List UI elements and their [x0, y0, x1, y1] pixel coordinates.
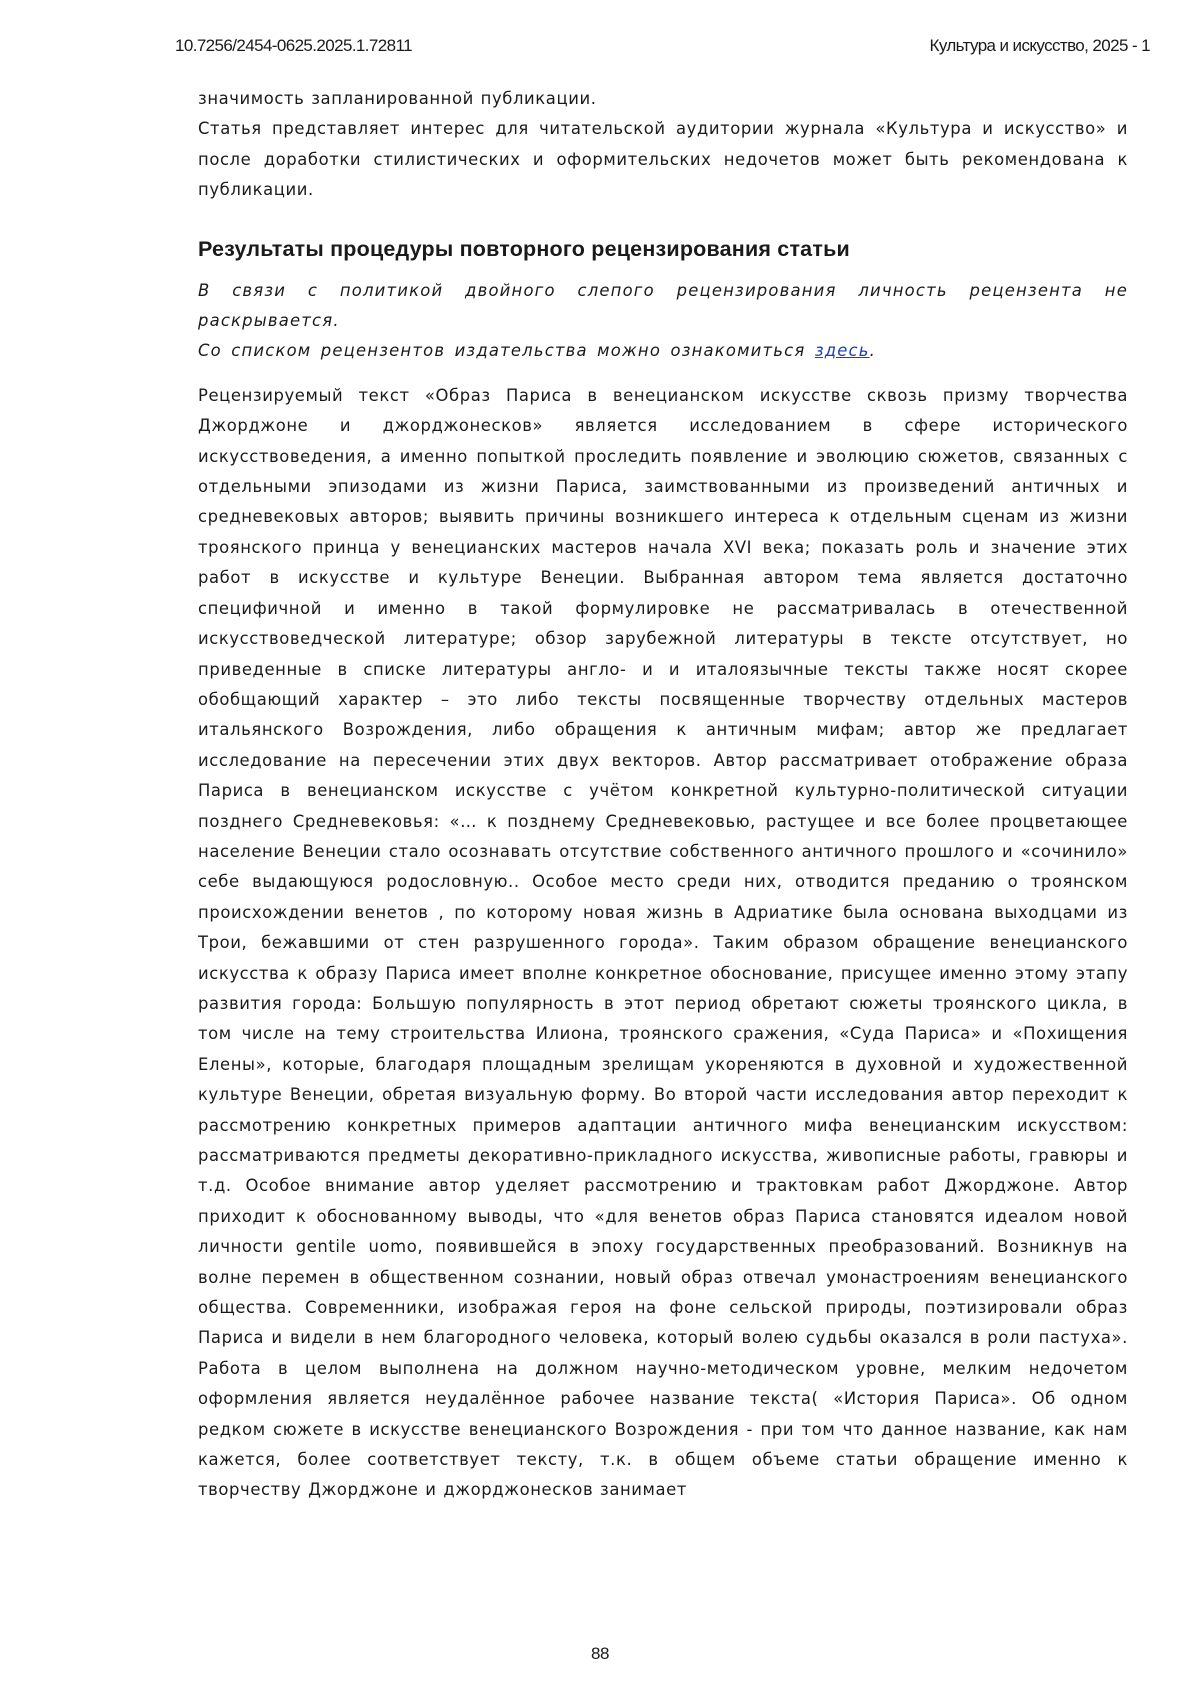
doi-label: 10.7256/2454-0625.2025.1.72811: [175, 36, 412, 55]
review-body: Рецензируемый текст «Образ Париса в венецианском искусстве сквозь призму творчества Джорджоне и джорджонесков» является исследованием в сфере исторического искусствоведения, а именно попыткой проследить появление и эволюцию сюжетов, связанных с отдельными эпизодами из жизни Париса, заимствованными из произведений античных и средневековых авторов; выявить причины возникшего интереса к отдельным сценам из жизни троянского принца у венецианских мастеров начала XVI века; показать роль и значение этих работ в искусстве и культуре Венеции. Выбранная автором тема является достаточно специфичной и именно в такой формулировке не рассматривалась в отечественной искусствоведческой литературе; обзор зарубежной литературы в тексте отсутствует, но приведенные в списке литературы англо- и и италоязычные тексты также носят скорее обобщающий характер – это либо тексты посвященные творчеству отдельных мастеров итальянского Возрождения, либо обращения к античным мифам; автор же предлагает исследование на пересечении этих двух векторов. Автор рассматривает отображение образа Париса в венецианском искусстве с учётом конкретной культурно-политической ситуации позднего Средневековья: «… к позднему Средневековью, растущее и все более процветающее население Венеции стало осознавать отсутствие собственного античного прошлого и «сочинило» себе выдающуюся родословную.. Особое место среди них, отводится преданию о троянском происхождении венетов , по которому новая жизнь в Адриатике была основана выходцами из Трои, бежавшими от стен разрушенного города». Таким образом обращение венецианского искусства к образу Париса имеет вполне конкретное обоснование, присущее именно этому этапу развития города: Большую популярность в этот период обретают сюжеты троянского цикла, в том числе на тему строительства Илиона, троянского сражения, «Суда Париса» и «Похищения Елены», которые, благодаря площадным зрелищам укореняются в духовной и художественной культуре Венеции, обретая визуальную форму. Во второй части исследования автор переходит к рассмотрению конкретных примеров адаптации античного мифа венецианским искусством: рассматриваются предметы декоративно-прикладного искусства, живописные работы, гравюры и т.д. Особое внимание автор уделяет рассмотрению и трактовкам работ Джорджоне. Автор приходит к обоснованному выводы, что «для венетов образ Париса становятся идеалом новой личности gentile uomo, появившейся в эпоху государственных преобразований. Возникнув на волне перемен в общественном сознании, новый образ отвечал умонастроениям венецианского общества. Современники, изображая героя на фоне сельской природы, поэтизировали образ Париса и видели в нем благородного человека, который волею судьбы оказался в роли пастуха». Работа в целом выполнена на должном научно-методическом уровне, мелким недочетом оформления является неудалённое рабочее название текста( «История Париса». Об одном редком сюжете в искусстве венецианского Возрождения - при том что данное название, как нам кажется, более соответствует тексту, т.к. в общем объеме статьи обращение именно к творчеству Джорджоне и джорджонесков занимает: [198, 385, 1128, 1500]
reviewers-list-link[interactable]: здесь: [814, 341, 870, 361]
reviewers-note-suffix: .: [869, 341, 877, 361]
journal-label: Культура и искусство, 2025 - 1: [929, 36, 1150, 55]
running-header: [175, 36, 1150, 60]
page-content: [198, 84, 1128, 1506]
reviewers-note-prefix: Со списком рецензентов издательства можно ознакомиться: [198, 341, 815, 361]
page-number: 88: [591, 1644, 609, 1663]
reviewers-note: [198, 336, 1128, 366]
intro-line: значимость запланированной публикации.: [198, 89, 597, 108]
section-title: Результаты процедуры повторного рецензирования статьи: [198, 236, 850, 261]
anonymity-note: В связи с политикой двойного слепого рецензирования личность рецензента не раскрывается.: [198, 280, 1128, 331]
intro-paragraph: Статья представляет интерес для читательской аудитории журнала «Культура и искусство» и после доработки стилистических и оформительских недочетов может быть рекомендована к публикации.: [198, 119, 1128, 200]
